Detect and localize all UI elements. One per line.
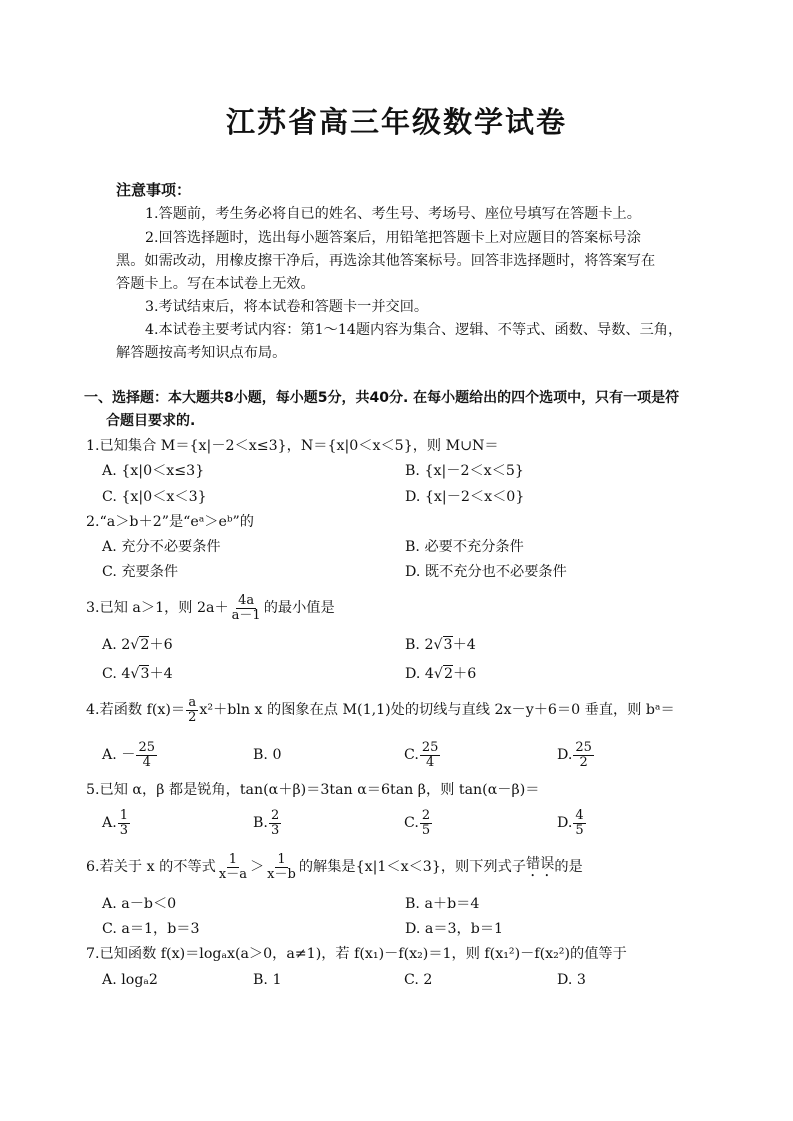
question-7-stem: 7.已知函数 f(x)＝logₐx(a＞0，a≠1)，若 f(x₁)－f(x₂)＝1，则 f(x₁²)－f(x₂²)的值等于 bbox=[86, 946, 627, 962]
q5-c-label: C. bbox=[404, 815, 419, 831]
q5-option-c bbox=[404, 808, 433, 838]
q2-option-b: B. 必要不充分条件 bbox=[405, 539, 524, 555]
q3-stem-pre: 3.已知 a＞1，则 2a＋ bbox=[86, 600, 229, 616]
q6-fraction-1 bbox=[217, 853, 249, 882]
q4-frac-num: a bbox=[188, 694, 197, 710]
question-6-stem bbox=[86, 852, 583, 882]
q3-c-post: ＋4 bbox=[149, 666, 173, 682]
q4-c-label: C. bbox=[404, 747, 419, 763]
q2-option-a: A. 充分不必要条件 bbox=[102, 539, 221, 555]
q3-option-b: B. 2√3＋4 bbox=[405, 637, 476, 653]
q3-fraction bbox=[230, 594, 263, 623]
q7-option-a: A. logₐ2 bbox=[102, 972, 158, 988]
q6-f2-den: x－b bbox=[267, 866, 296, 882]
q4-c-num: 25 bbox=[421, 739, 439, 755]
question-1-stem: 1.已知集合 M＝{x|－2＜x≤3}，N＝{x|0＜x＜5}，则 M∪N＝ bbox=[86, 438, 499, 454]
q5-b-fraction bbox=[269, 809, 281, 838]
q4-option-c bbox=[404, 740, 441, 770]
q4-d-den: 2 bbox=[579, 754, 588, 770]
q5-option-a bbox=[102, 808, 131, 838]
q3-d-post: ＋6 bbox=[453, 666, 477, 682]
q1-option-b: B. {x|－2＜x＜5} bbox=[405, 463, 524, 479]
q5-d-num: 4 bbox=[575, 807, 584, 823]
notice-line: 解答题按高考知识点布局。 bbox=[116, 345, 287, 361]
q5-a-num: 1 bbox=[119, 807, 129, 823]
question-4-stem bbox=[86, 694, 675, 725]
q1-option-d: D. {x|－2＜x＜0} bbox=[405, 489, 525, 505]
q3-frac-den: a－1 bbox=[231, 607, 261, 623]
q5-c-den: 5 bbox=[421, 822, 431, 838]
q3-frac-num: 4a bbox=[238, 592, 255, 608]
q4-frac-den: 2 bbox=[188, 709, 197, 725]
q5-a-fraction bbox=[118, 809, 130, 838]
q3-a-pre: A. 2 bbox=[102, 637, 131, 653]
q4-option-a bbox=[102, 740, 158, 770]
q6-option-c: C. a＝1，b＝3 bbox=[102, 921, 200, 937]
notice-line: 1.答题前，考生务必将自已的姓名、考生号、考场号、座位号填写在答题卡上。 bbox=[145, 206, 641, 222]
notice-line: 黑。如需改动，用橡皮擦干净后，再选涂其他答案标号。回答非选择题时，将答案写在 bbox=[116, 253, 656, 269]
q6-stem-mid: 的解集是{x|1＜x＜3}，则下列式子 bbox=[298, 859, 526, 875]
q6-emphasis: 错误 bbox=[525, 855, 555, 872]
q4-a-fraction bbox=[136, 741, 157, 770]
q3-d-pre: D. 4 bbox=[405, 666, 434, 682]
q4-option-b: B. 0 bbox=[253, 747, 282, 763]
q3-b-pre: B. 2 bbox=[405, 637, 434, 653]
q4-fraction bbox=[186, 696, 198, 725]
q5-a-den: 3 bbox=[119, 822, 129, 838]
q3-b-radicand: 3 bbox=[443, 637, 453, 653]
q3-c-pre: C. 4 bbox=[102, 666, 131, 682]
q1-option-a: A. {x|0＜x≤3} bbox=[102, 463, 205, 479]
q7-option-b: B. 1 bbox=[253, 972, 282, 988]
q7-option-d: D. 3 bbox=[557, 972, 586, 988]
q4-stem-pre: 4.若函数 f(x)＝ bbox=[86, 702, 186, 718]
q4-a-num: 25 bbox=[138, 739, 155, 755]
q5-d-den: 5 bbox=[575, 822, 584, 838]
q6-gt: ＞ bbox=[249, 859, 265, 875]
q5-option-d bbox=[557, 808, 587, 838]
q3-a-post: ＋6 bbox=[149, 637, 173, 653]
q5-b-num: 2 bbox=[270, 807, 280, 823]
q4-d-label: D. bbox=[557, 747, 573, 763]
q3-b-post: ＋4 bbox=[452, 637, 476, 653]
q4-stem-post: x²＋bln x 的图象在点 M(1,1)处的切线与直线 2x－y＋6＝0 垂直，则 bᵃ＝ bbox=[199, 702, 675, 718]
q4-option-d bbox=[557, 740, 595, 770]
q5-b-label: B. bbox=[253, 815, 268, 831]
notice-line: 答题卡上。写在本试卷上无效。 bbox=[116, 276, 315, 292]
notice-line: 2.回答选择题时，选出每小题答案后，用铅笔把答题卡上对应题目的答案标号涂 bbox=[145, 230, 641, 246]
question-3-stem bbox=[86, 592, 335, 623]
q6-f1-num: 1 bbox=[228, 851, 238, 867]
q1-option-c: C. {x|0＜x＜3} bbox=[102, 489, 207, 505]
q4-c-fraction bbox=[420, 741, 441, 770]
exam-title: 江苏省高三年级数学试卷 bbox=[225, 105, 567, 139]
q7-option-c: C. 2 bbox=[404, 972, 433, 988]
q6-option-b: B. a＋b＝4 bbox=[405, 896, 480, 912]
q6-option-d: D. a＝3，b＝1 bbox=[405, 921, 504, 937]
q3-d-radicand: 2 bbox=[443, 666, 453, 682]
q6-fraction-2 bbox=[265, 853, 298, 882]
notice-heading: 注意事项： bbox=[116, 181, 192, 199]
q5-c-fraction bbox=[420, 809, 432, 838]
q5-d-label: D. bbox=[557, 815, 573, 831]
q5-option-b bbox=[253, 808, 282, 838]
q4-c-den: 4 bbox=[425, 754, 435, 770]
notice-line: 4.本试卷主要考试内容：第1～14题内容为集合、逻辑、不等式、函数、导数、三角， bbox=[145, 322, 683, 338]
q2-option-c: C. 充要条件 bbox=[102, 564, 179, 580]
q6-option-a: A. a－b＜0 bbox=[102, 896, 177, 912]
q2-option-d: D. 既不充分也不必要条件 bbox=[405, 564, 567, 580]
q5-c-num: 2 bbox=[421, 807, 431, 823]
q6-f2-num: 1 bbox=[277, 851, 286, 867]
q6-stem-end: 的是 bbox=[554, 859, 583, 875]
section-heading-cont: 合题目要求的. bbox=[106, 413, 196, 429]
q4-a-label: A. － bbox=[102, 747, 136, 763]
q3-stem-post: 的最小值是 bbox=[263, 600, 335, 616]
q3-option-a: A. 2√2＋6 bbox=[102, 637, 173, 653]
q4-d-fraction bbox=[573, 741, 594, 770]
q3-option-d: D. 4√2＋6 bbox=[405, 666, 477, 682]
question-5-stem: 5.已知 α，β 都是锐角，tan(α＋β)＝3tan α＝6tan β，则 tan(α－β)＝ bbox=[86, 782, 540, 798]
section-heading: 一、选择题：本大题共8小题，每小题5分，共40分. 在每小题给出的四个选项中，只有一项是符 bbox=[84, 390, 680, 406]
notice-line: 3.考试结束后，将本试卷和答题卡一并交回。 bbox=[145, 299, 429, 315]
q5-b-den: 3 bbox=[270, 822, 280, 838]
q3-c-radicand: 3 bbox=[140, 666, 150, 682]
q3-option-c: C. 4√3＋4 bbox=[102, 666, 173, 682]
q3-a-radicand: 2 bbox=[140, 637, 150, 653]
q5-d-fraction bbox=[573, 809, 585, 838]
q6-stem-pre: 6.若关于 x 的不等式 bbox=[86, 859, 216, 875]
q4-d-num: 25 bbox=[575, 739, 592, 755]
q5-a-label: A. bbox=[102, 815, 117, 831]
q6-f1-den: x－a bbox=[218, 866, 247, 882]
question-2-stem: 2.“a＞b＋2”是“eᵃ＞eᵇ”的 bbox=[86, 514, 254, 530]
q4-a-den: 4 bbox=[142, 754, 151, 770]
